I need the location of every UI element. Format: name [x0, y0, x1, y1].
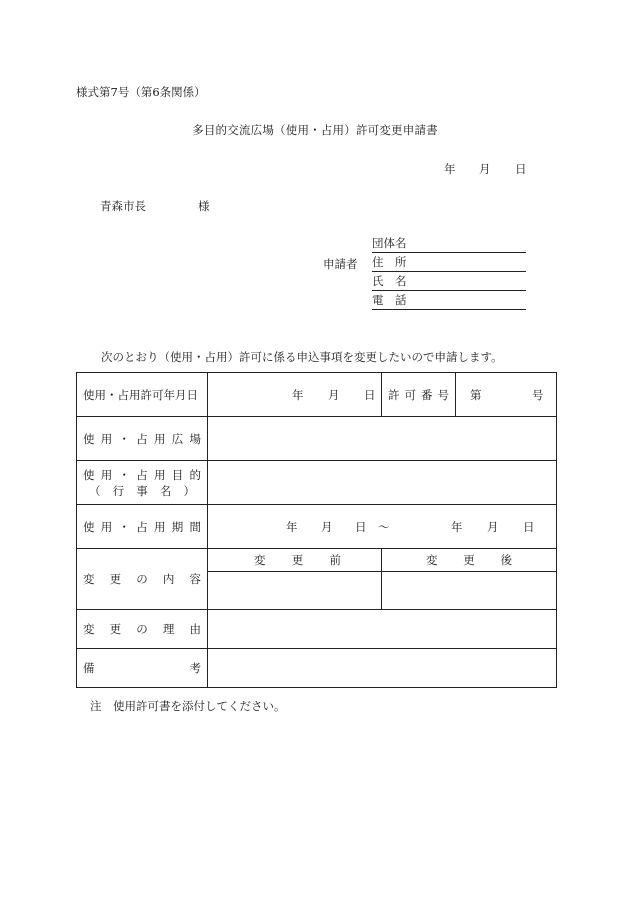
period-start-day: 日 [355, 520, 367, 534]
form-code: 様式第7号（第6条関係） [76, 85, 206, 99]
table-row [77, 373, 557, 417]
table-row [77, 461, 557, 505]
change-content-label-text: 変 更 の 内 容 [83, 572, 201, 586]
period-label-text: 使 用 ・ 占 用 期 間 [83, 519, 201, 534]
permit-date-year: 年 [292, 388, 304, 402]
purpose-sublabel-text: （ 行 事 名 ） [89, 483, 195, 498]
remarks-label-text: 備 考 [83, 661, 201, 675]
after-field[interactable] [382, 572, 557, 610]
permit-number-label-text: 許 可 番 号 [388, 387, 449, 402]
plaza-label [77, 417, 208, 461]
table-row [77, 649, 557, 688]
period-start-month: 月 [321, 520, 333, 534]
period-start-year: 年 [286, 520, 298, 534]
before-field[interactable] [208, 572, 382, 610]
permit-date-field[interactable] [208, 373, 382, 417]
after-header [382, 549, 557, 572]
period-label [77, 505, 208, 549]
document-title: 多目的交流広場（使用・占用）許可変更申請書 [192, 123, 438, 137]
addressee [100, 198, 210, 214]
remarks-field[interactable] [208, 649, 557, 688]
period-end-year: 年 [451, 520, 463, 534]
application-table [76, 372, 557, 688]
table-row [77, 610, 557, 649]
period-field[interactable] [208, 505, 557, 549]
addressee-honorific: 様 [198, 199, 210, 213]
permit-date-day: 日 [364, 388, 376, 402]
period-tilde: 〜 [378, 520, 390, 534]
table-row [77, 505, 557, 549]
table-row [77, 549, 557, 572]
purpose-label [77, 461, 208, 505]
date-year: 年 [444, 162, 456, 176]
permit-date-label: 使用・占用許可年月日 [77, 373, 208, 417]
before-header [208, 549, 382, 572]
applicant-label: 申請者 [323, 257, 358, 271]
permit-number-field[interactable] [456, 373, 557, 417]
date-day: 日 [515, 162, 527, 176]
purpose-field[interactable] [208, 461, 557, 505]
note-text: 注 使用許可書を添付してください。 [90, 699, 286, 713]
period-end-month: 月 [487, 520, 499, 534]
permit-number-prefix: 第 [470, 388, 482, 402]
permit-number-suffix: 号 [532, 388, 544, 402]
table-row [77, 417, 557, 461]
period-end-day: 日 [523, 520, 535, 534]
before-header-text: 変 更 前 [254, 553, 341, 567]
applicant-name-field[interactable]: 氏 名 [372, 273, 526, 291]
intro-text: 次のとおり（使用・占用）許可に係る申込事項を変更したいので申請します。 [101, 350, 503, 364]
applicant-phone-field[interactable]: 電 話 [372, 292, 526, 310]
after-header-text: 変 更 後 [426, 553, 512, 567]
permit-number-label [382, 373, 456, 417]
applicant-address-field[interactable]: 住 所 [372, 254, 526, 272]
plaza-field[interactable] [208, 417, 557, 461]
change-reason-field[interactable] [208, 610, 557, 649]
purpose-label-text: 使 用 ・ 占 用 目 的 [83, 467, 201, 482]
date-month: 月 [479, 162, 491, 176]
change-reason-label [77, 610, 208, 649]
permit-date-month: 月 [328, 388, 340, 402]
addressee-name: 青森市長 [100, 199, 146, 213]
change-content-label [77, 549, 208, 610]
remarks-label [77, 649, 208, 688]
change-reason-label-text: 変 更 の 理 由 [83, 622, 201, 636]
plaza-label-text: 使 用 ・ 占 用 広 場 [83, 431, 201, 446]
applicant-group-field[interactable]: 団体名 [372, 235, 526, 253]
